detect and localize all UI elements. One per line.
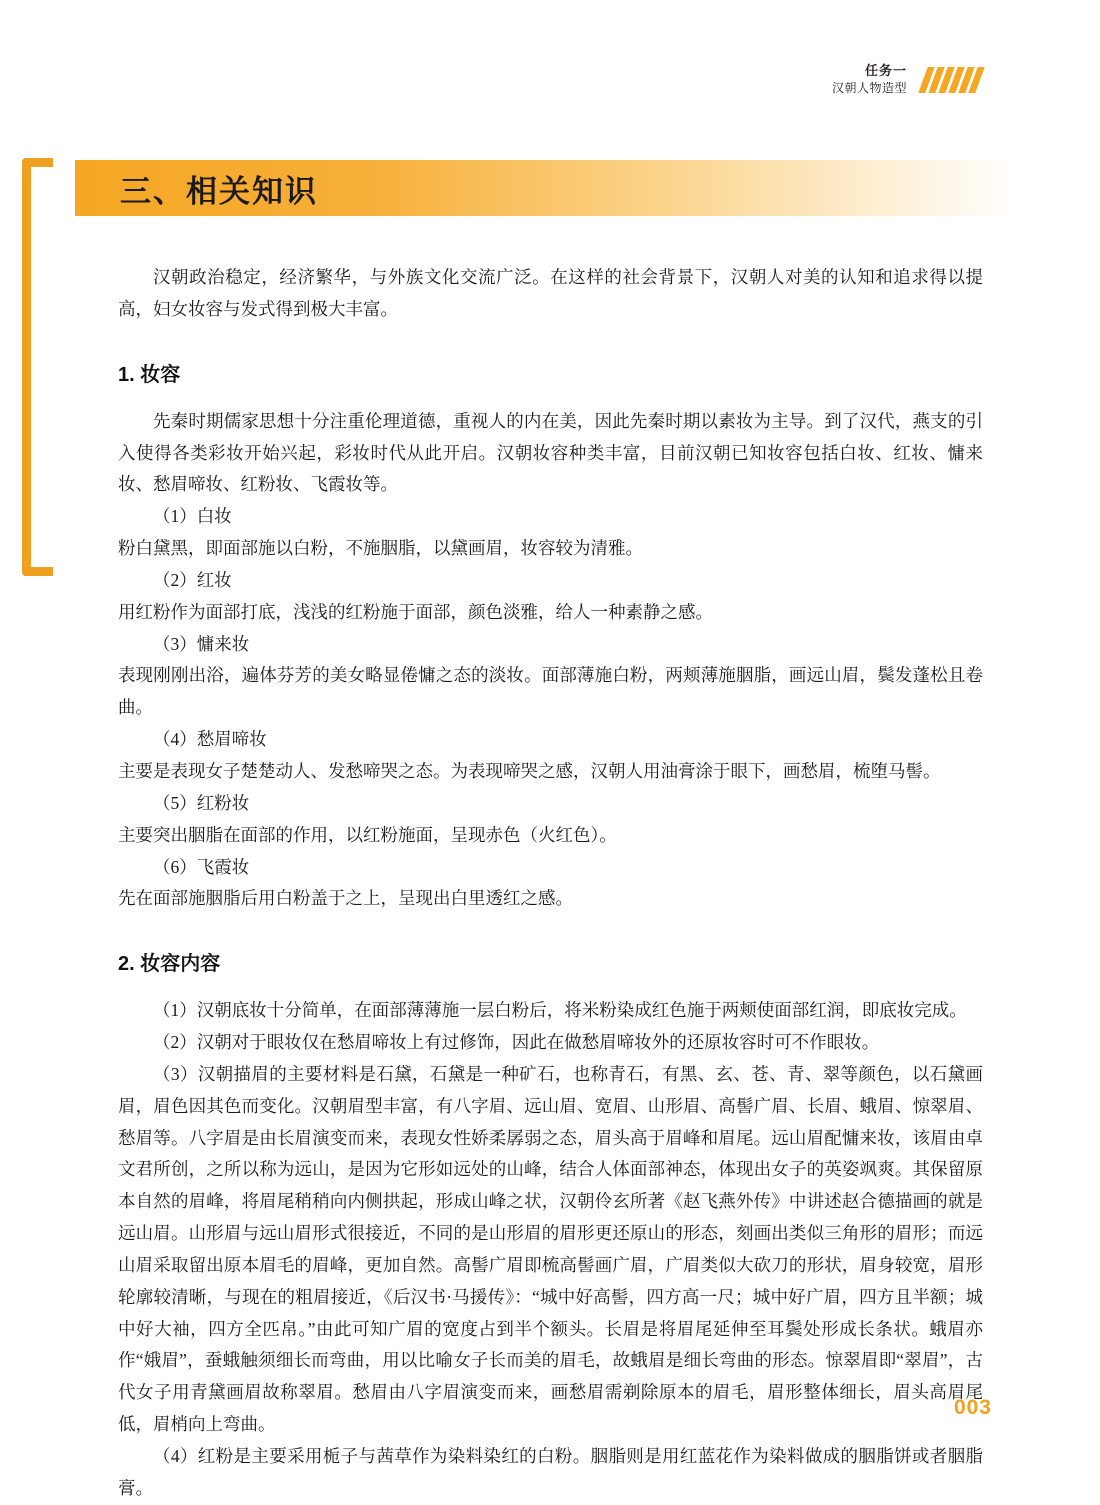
page-number: 003 [953,1396,992,1419]
paragraph: （4）愁眉啼妆 [153,729,267,750]
intro-paragraph: 汉朝政治稳定，经济繁华，与外族文化交流广泛。在这样的社会背景下，汉朝人对美的认知和追求得以提高，妇女妆容与发式得到极大丰富。 [118,267,983,319]
paragraph: 主要突出胭脂在面部的作用，以红粉施面，呈现赤色（火红色）。 [118,824,617,845]
section-body [118,995,983,1505]
paragraph: （4）红粉是主要采用栀子与茜草作为染料染红的白粉。胭脂则是用红蓝花作为染料做成的胭脂饼或者胭脂膏。 [118,1446,983,1498]
page-title: 三、相关知识 [120,174,318,209]
paragraph: （1）汉朝底妆十分简单，在面部薄薄施一层白粉后，将米粉染成红色施于两颊使面部红润，即底妆完成。 [153,1000,967,1021]
paragraph: 用红粉作为面部打底，浅浅的红粉施于面部，颜色淡雅，给人一种素静之感。 [118,601,713,622]
paragraph: 先在面部施胭脂后用白粉盖于之上，呈现出白里透红之感。 [118,888,573,909]
header-task-label: 任务一 [864,63,907,78]
paragraph: 表现刚刚出浴，遍体芬芳的美女略显倦慵之态的淡妆。面部薄施白粉，两颊薄施胭脂，画远山眉，鬓发蓬松且卷曲。 [118,665,983,718]
paragraph: （3）慵来妆 [153,633,250,654]
section-body [118,406,983,916]
header-text-group [832,62,907,96]
paragraph: 主要是表现女子楚楚动人、发愁啼哭之态。为表现啼哭之感，汉朝人用油膏涂于眼下，画愁眉，梳堕马髻。 [118,760,941,781]
section-makeup [118,360,983,916]
paragraph: （2）红妆 [153,569,232,590]
paragraph: （6）飞霞妆 [153,856,250,877]
paragraph: （1）白妆 [153,506,232,527]
paragraph: （5）红粉妆 [153,792,250,813]
paragraph: 先秦时期儒家思想十分注重伦理道德，重视人的内在美，因此先秦时期以素妆为主导。到了汉代，燕支的引入使得各类彩妆开始兴起，彩妆时代从此开启。汉朝妆容种类丰富，目前汉朝已知妆容包括白妆、红妆、慵来妆、愁眉啼妆、红粉妆、飞霞妆等。 [118,410,983,495]
section-heading: 2. 妆容内容 [118,953,221,976]
section-makeup-content [118,949,983,1505]
paragraph: （3）汉朝描眉的主要材料是石黛，石黛是一种矿石，也称青石，有黑、玄、苍、青、翠等颜色，以石黛画眉，眉色因其色而变化。汉朝眉型丰富，有八字眉、远山眉、宽眉、山形眉、高髻广眉、长眉、蛾眉、惊翠眉、愁眉等。八字眉是由长眉演变而来，表现女性娇柔孱弱之态，眉头高于眉峰和眉尾。远山眉配慵来妆，该眉由卓文君所创，之所以称为远山，是因为它形如远处的山峰，结合人体面部神态，体现出女子的英姿飒爽。其保留原本自然的眉峰，将眉尾稍稍向内侧拱起，形成山峰之状，汉朝伶玄所著《赵飞燕外传》中讲述赵合德描画的就是远山眉。山形眉与远山眉形式很接近，不同的是山形眉的眉形更还原山的形态，刻画出类似三角形的眉形；而远山眉采取留出原本眉毛的眉峰，更加自然。高髻广眉即梳高髻画广眉，广眉类似大砍刀的形状，眉身较宽，眉形轮廓较清晰，与现在的粗眉接近，《后汉书·马援传》：“城中好高髻，四方高一尺；城中好广眉，四方且半额；城中好大袖，四方全匹帛。”由此可知广眉的宽度占到半个额头。长眉是将眉尾延伸至耳鬓处形成长条状。蛾眉亦作“娥眉”，蚕蛾触须细长而弯曲，用以比喻女子长而美的眉毛，故蛾眉是细长弯曲的形态。惊翠眉即“翠眉”，古代女子用青黛画眉故称翠眉。愁眉由八字眉演变而来，画愁眉需剃除原本的眉毛，眉形整体细长，眉头高眉尾低，眉梢向上弯曲。 [118,1063,983,1435]
diagonal-stripes-icon [923,65,980,93]
paragraph: （2）汉朝对于眼妆仅在愁眉啼妆上有过修饰，因此在做愁眉啼妆外的还原妆容时可不作眼妆。 [153,1032,880,1053]
section-heading: 1. 妆容 [118,363,181,386]
page-header [832,62,980,96]
header-subtitle: 汉朝人物造型 [831,80,907,95]
paragraph: 粉白黛黑，即面部施以白粉，不施胭脂，以黛画眉，妆容较为清雅。 [118,538,643,559]
document-content [118,262,983,1505]
left-bracket-decoration [22,158,53,576]
